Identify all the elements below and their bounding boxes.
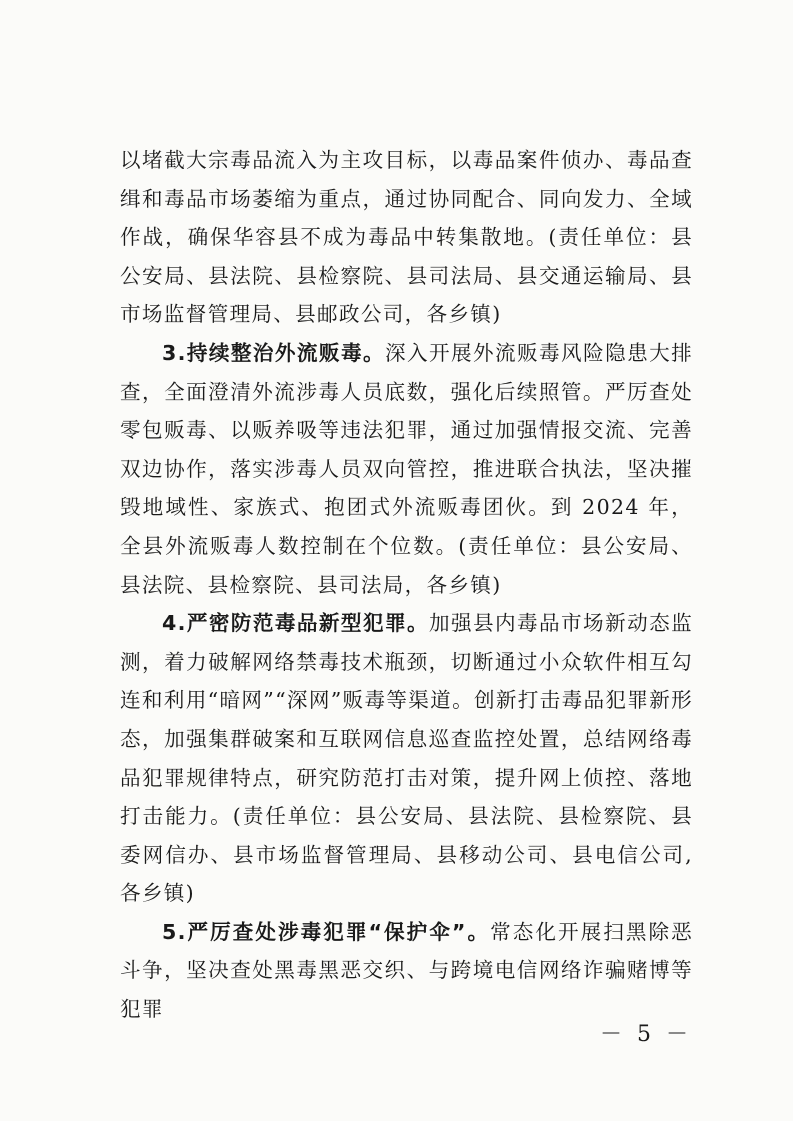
body-text	[120, 141, 693, 1029]
paragraph-text: 加强县内毒品市场新动态监测，着力破解网络禁毒技术瓶颈，切断通过小众软件相互勾连和利用“暗网”“深网”贩毒等渠道。创新打击毒品犯罪新形态，加强集群破案和互联网信息巡查监控处置，总结网络毒品犯罪规律特点，研究防范打击对策，提升网上侦控、落地打击能力。(责任单位：县公安局、县法院、县检察院、县委网信办、县市场监督管理局、县移动公司、县电信公司,各乡镇)	[120, 611, 693, 906]
paragraph-continuation	[120, 141, 693, 334]
item-heading: 5.严厉查处涉毒犯罪“保护伞”。	[162, 919, 491, 944]
paragraph-item-3	[120, 334, 693, 604]
item-heading: 3.持续整治外流贩毒。	[162, 340, 385, 365]
item-heading: 4.严密防范毒品新型犯罪。	[162, 611, 429, 636]
paragraph-text: 常态化开展扫黑除恶斗争，坚决查处黑毒黑恶交织、与跨境电信网络诈骗赌博等犯罪	[120, 919, 693, 1022]
page-number: － 5 －	[600, 1022, 692, 1047]
paragraph-text: 以堵截大宗毒品流入为主攻目标，以毒品案件侦办、毒品查缉和毒品市场萎缩为重点，通过协同配合、同向发力、全域作战，确保华容县不成为毒品中转集散地。(责任单位：县公安局、县法院、县检察院、县司法局、县交通运输局、县市场监督管理局、县邮政公司，各乡镇)	[120, 148, 693, 327]
paragraph-item-4	[120, 604, 693, 913]
paragraph-text: 深入开展外流贩毒风险隐患大排查，全面澄清外流涉毒人员底数，强化后续照管。严厉查处零包贩毒、以贩养吸等违法犯罪，通过加强情报交流、完善双边协作，落实涉毒人员双向管控，推进联合执法，坚决摧毁地域性、家族式、抱团式外流贩毒团伙。到 2024 年，全县外流贩毒人数控制在个位数。(责任单位：县公安局、县法院、县检察院、县司法局，各乡镇)	[120, 340, 693, 597]
paragraph-item-5	[120, 913, 693, 1029]
